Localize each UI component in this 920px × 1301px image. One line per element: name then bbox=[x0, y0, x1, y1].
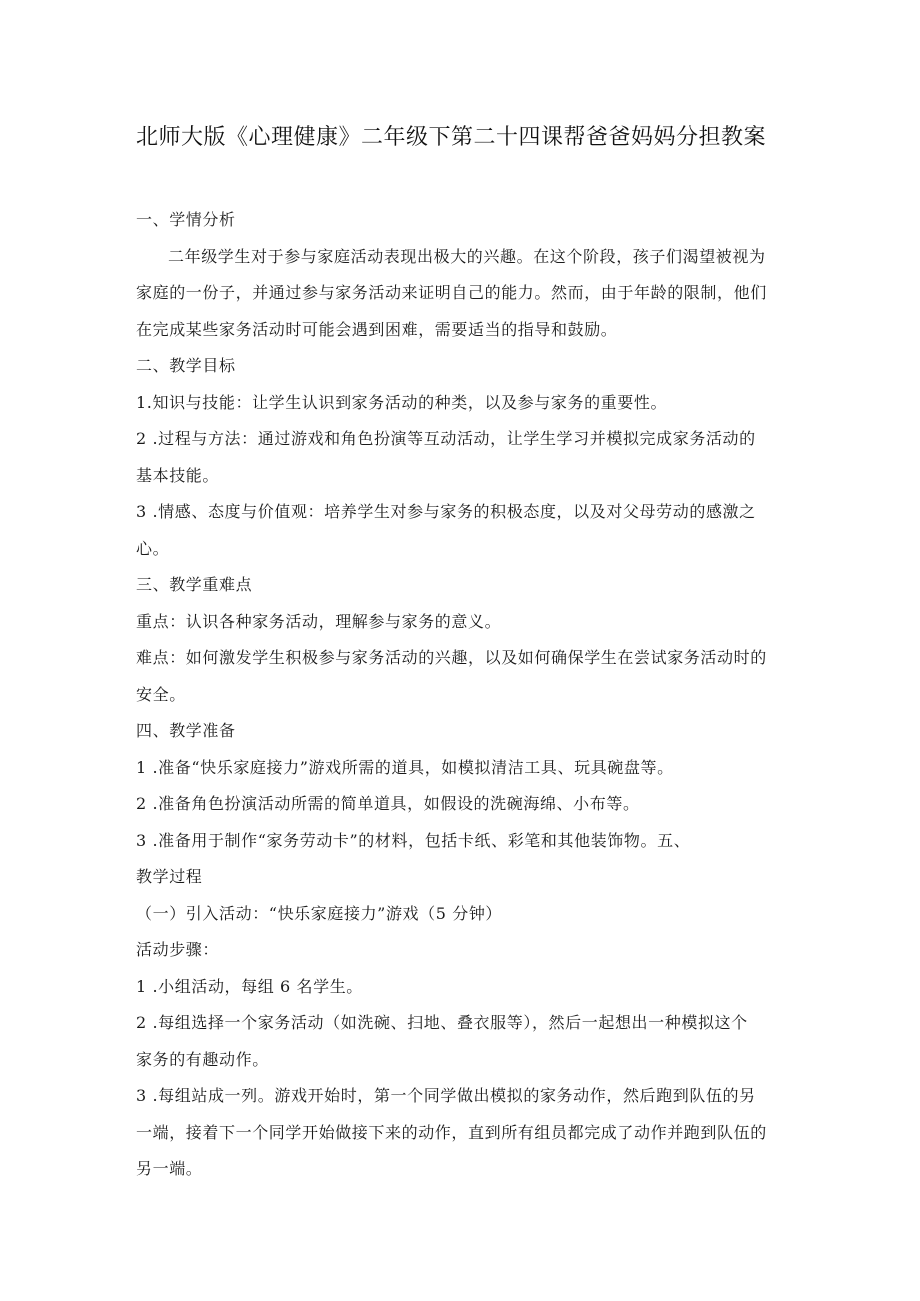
paragraph-line: 心。 bbox=[136, 538, 170, 558]
paragraph-line: 1.知识与技能：让学生认识到家务活动的种类，以及参与家务的重要性。 bbox=[136, 392, 668, 412]
paragraph-line: 家庭的一份子，并通过参与家务活动来证明自己的能力。然而，由于年龄的限制，他们 bbox=[136, 283, 767, 302]
document-title: 北师大版《心理健康》二年级下第二十四课帮爸爸妈妈分担教案 bbox=[136, 125, 767, 150]
paragraph-line: 3 .每组站成一列。游戏开始时，第一个同学做出模拟的家务动作，然后跑到队伍的另 bbox=[136, 1086, 756, 1105]
paragraph-line: 1 .准备“快乐家庭接力”游戏所需的道具，如模拟清洁工具、玩具碗盘等。 bbox=[136, 757, 674, 777]
section-heading-3: 三、教学重难点 bbox=[136, 575, 253, 594]
paragraph-line: 2 .准备角色扮演活动所需的简单道具，如假设的洗碗海绵、小布等。 bbox=[136, 794, 640, 813]
paragraph-line: 另一端。 bbox=[136, 1159, 203, 1178]
section-heading-1: 一、学情分析 bbox=[136, 210, 236, 229]
document-body bbox=[136, 210, 784, 1196]
section-heading-2: 二、教学目标 bbox=[136, 356, 236, 375]
paragraph-line: 2 .过程与方法：通过游戏和角色扮演等互动活动，让学生学习并模拟完成家务活动的 bbox=[136, 429, 756, 448]
subsection-heading: （一）引入活动：“快乐家庭接力”游戏（5 分钟） bbox=[136, 903, 503, 923]
paragraph-line: 3 .准备用于制作“家务劳动卡”的材料，包括卡纸、彩笔和其他装饰物。五、 bbox=[136, 830, 691, 850]
paragraph-line: 重点：认识各种家务活动，理解参与家务的意义。 bbox=[136, 611, 502, 631]
paragraph-line: 1 .小组活动，每组 6 名学生。 bbox=[136, 976, 363, 996]
paragraph-line: 一端，接着下一个同学开始做接下来的动作，直到所有组员都完成了动作并跑到队伍的 bbox=[136, 1122, 767, 1142]
paragraph-line: 在完成某些家务活动时可能会遇到困难，需要适当的指导和鼓励。 bbox=[136, 319, 618, 339]
paragraph-line: 基本技能。 bbox=[136, 465, 220, 485]
paragraph-line: 家务的有趣动作。 bbox=[136, 1049, 269, 1069]
paragraph-line: 2 .每组选择一个家务活动（如洗碗、扫地、叠衣服等），然后一起想出一种模拟这个 bbox=[136, 1013, 748, 1032]
section-heading-5: 教学过程 bbox=[136, 867, 203, 886]
paragraph-line: 二年级学生对于参与家庭活动表现出极大的兴趣。在这个阶段，孩子们渴望被视为 bbox=[168, 246, 766, 266]
paragraph-line: 难点：如何激发学生积极参与家务活动的兴趣，以及如何确保学生在尝试家务活动时的 bbox=[136, 648, 767, 667]
paragraph-line: 3 .情感、态度与价值观：培养学生对参与家务的积极态度，以及对父母劳动的感激之 bbox=[136, 502, 756, 521]
paragraph-line: 安全。 bbox=[136, 684, 186, 704]
paragraph-line: 活动步骤： bbox=[136, 940, 220, 959]
section-heading-4: 四、教学准备 bbox=[136, 721, 236, 740]
